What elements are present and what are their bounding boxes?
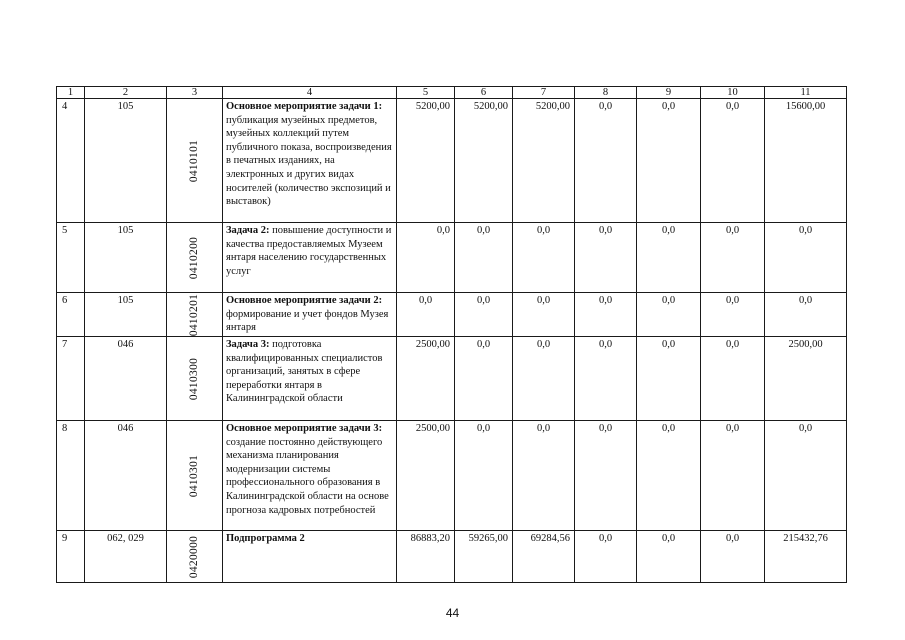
row-v11: 0,0	[765, 293, 847, 337]
row-v7: 0,0	[513, 293, 575, 337]
row-desc: создание постоянно действующего механизма планирования модернизации системы профессионального образования в Калининградской области на основе прогноза кадровых потребностей	[226, 436, 389, 516]
header-cell: 3	[167, 87, 223, 99]
row-v8: 0,0	[575, 293, 637, 337]
row-title: Основное мероприятие задачи 3:	[226, 423, 383, 434]
row-desc: подготовка квалифицированных специалистов организаций, занятых в сфере переработки янтаря в Калининградской области	[226, 339, 383, 405]
row-v6: 5200,00	[455, 99, 513, 223]
row-v6: 0,0	[455, 293, 513, 337]
row-code-cell	[167, 99, 223, 223]
row-code-cell	[167, 421, 223, 531]
row-number: 4	[57, 99, 85, 223]
row-v10: 0,0	[701, 421, 765, 531]
header-cell: 9	[637, 87, 701, 99]
row-desc: публикация музейных предметов, музейных коллекций путем публичного показа, воспроизведения в печатных изданиях, на электронных и других видах носителей (количество экспозиций и выставок)	[226, 114, 392, 208]
row-v5: 5200,00	[397, 99, 455, 223]
row-v9: 0,0	[637, 99, 701, 223]
row-v10: 0,0	[701, 531, 765, 583]
header-cell: 11	[765, 87, 847, 99]
row-v11: 0,0	[765, 421, 847, 531]
row-description	[223, 223, 397, 293]
header-cell: 2	[85, 87, 167, 99]
row-number: 8	[57, 421, 85, 531]
row-v9: 0,0	[637, 293, 701, 337]
row-code: 0410200	[187, 236, 200, 279]
row-v7: 0,0	[513, 421, 575, 531]
row-v11: 0,0	[765, 223, 847, 293]
table-row	[57, 293, 847, 337]
row-code-cell	[167, 531, 223, 583]
row-v9: 0,0	[637, 421, 701, 531]
row-col2: 046	[85, 337, 167, 421]
row-v10: 0,0	[701, 99, 765, 223]
header-row	[57, 87, 847, 99]
table-row	[57, 223, 847, 293]
header-cell: 6	[455, 87, 513, 99]
row-v7: 0,0	[513, 223, 575, 293]
row-description	[223, 293, 397, 337]
row-v5: 0,0	[397, 293, 455, 337]
row-description	[223, 421, 397, 531]
row-v5: 0,0	[397, 223, 455, 293]
row-desc: формирование и учет фондов Музея янтаря	[226, 308, 389, 334]
table-row	[57, 531, 847, 583]
row-code-cell	[167, 337, 223, 421]
table-row	[57, 421, 847, 531]
row-title: Подпрограмма 2	[226, 533, 305, 544]
row-v11: 2500,00	[765, 337, 847, 421]
row-code: 0410301	[187, 454, 200, 497]
row-v11: 215432,76	[765, 531, 847, 583]
row-col2: 046	[85, 421, 167, 531]
row-code: 0410300	[187, 357, 200, 400]
header-cell: 4	[223, 87, 397, 99]
row-number: 9	[57, 531, 85, 583]
row-v10: 0,0	[701, 223, 765, 293]
header-cell: 7	[513, 87, 575, 99]
row-v11: 15600,00	[765, 99, 847, 223]
row-desc: повышение доступности и качества предоставляемых Музеем янтаря населению государственных услуг	[226, 225, 392, 277]
row-code-cell	[167, 223, 223, 293]
row-title: Основное мероприятие задачи 1:	[226, 101, 383, 112]
row-v7: 69284,56	[513, 531, 575, 583]
row-v7: 0,0	[513, 337, 575, 421]
row-number: 5	[57, 223, 85, 293]
row-v6: 0,0	[455, 223, 513, 293]
row-title: Задача 3:	[226, 339, 270, 350]
row-v8: 0,0	[575, 99, 637, 223]
header-cell: 5	[397, 87, 455, 99]
header-cell: 1	[57, 87, 85, 99]
row-v8: 0,0	[575, 531, 637, 583]
table-row	[57, 337, 847, 421]
row-v7: 5200,00	[513, 99, 575, 223]
row-code-cell	[167, 293, 223, 337]
row-title: Основное мероприятие задачи 2:	[226, 295, 383, 306]
row-v9: 0,0	[637, 531, 701, 583]
row-v5: 86883,20	[397, 531, 455, 583]
row-col2: 062, 029	[85, 531, 167, 583]
row-title: Задача 2:	[226, 225, 270, 236]
row-code: 0410201	[187, 293, 200, 336]
row-col2: 105	[85, 293, 167, 337]
row-v8: 0,0	[575, 421, 637, 531]
budget-table	[56, 86, 847, 583]
row-col2: 105	[85, 99, 167, 223]
row-code: 0410101	[187, 139, 200, 182]
row-description	[223, 337, 397, 421]
table-row	[57, 99, 847, 223]
row-description	[223, 531, 397, 583]
row-code: 0420000	[187, 535, 200, 578]
row-v9: 0,0	[637, 223, 701, 293]
row-v8: 0,0	[575, 223, 637, 293]
row-v9: 0,0	[637, 337, 701, 421]
row-v6: 59265,00	[455, 531, 513, 583]
page-number: 44	[445, 606, 460, 620]
row-v10: 0,0	[701, 293, 765, 337]
row-number: 6	[57, 293, 85, 337]
header-cell: 8	[575, 87, 637, 99]
row-col2: 105	[85, 223, 167, 293]
row-v8: 0,0	[575, 337, 637, 421]
row-v6: 0,0	[455, 337, 513, 421]
row-v6: 0,0	[455, 421, 513, 531]
row-description	[223, 99, 397, 223]
row-number: 7	[57, 337, 85, 421]
row-v5: 2500,00	[397, 421, 455, 531]
row-v5: 2500,00	[397, 337, 455, 421]
header-cell: 10	[701, 87, 765, 99]
row-v10: 0,0	[701, 337, 765, 421]
